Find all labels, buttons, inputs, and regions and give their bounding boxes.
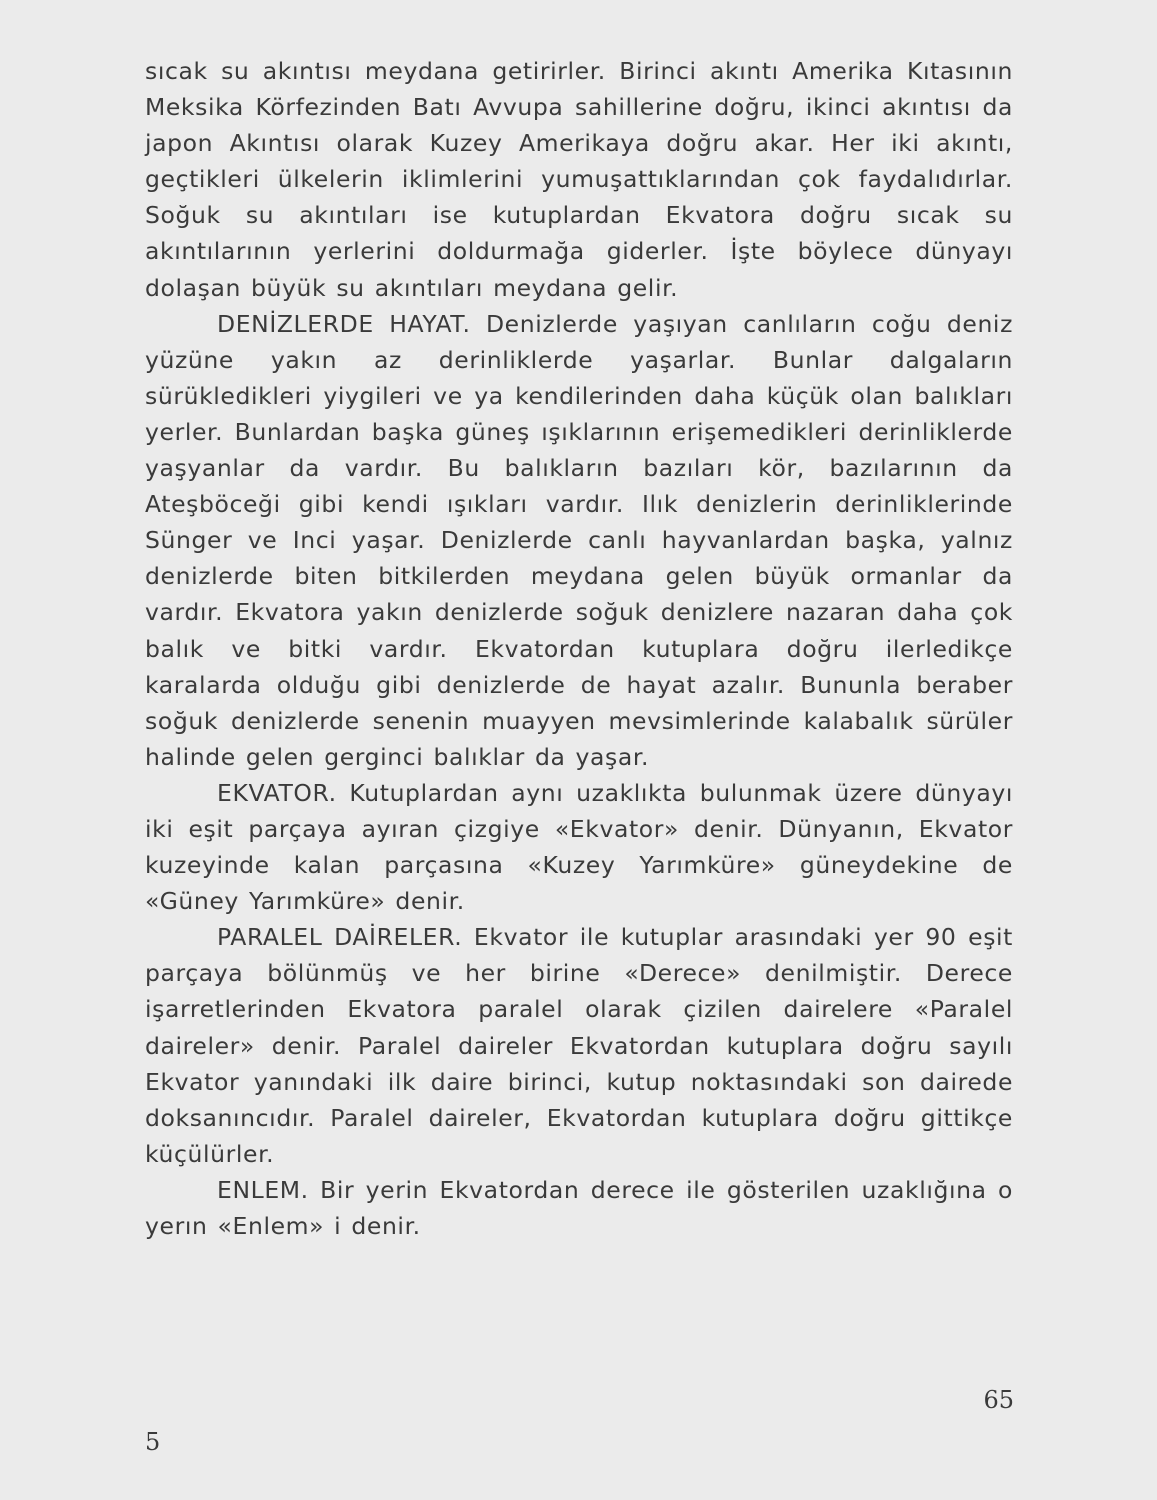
paragraph-life-in-seas: DENİZLERDE HAYAT. Denizlerde yaşıyan canlıların coğu deniz yüzüne yakın az derinliklerde yaşarlar. Bunlar dalgaların sürükledikleri yiygileri ve ya kendilerinden daha küçük olan balıkları yerler. Bunlardan başka güneş ışıklarının erişemedikleri derinliklerde yaşyanlar da vardır. Bu balıkların bazıları kör, bazılarının da Ateşböceği gibi kendi ışıkları vardır. Ilık denizlerin derinliklerinde Sünger ve Inci yaşar. Denizlerde canlı hayvanlardan başka, yalnız denizlerde biten bitkilerden meydana gelen büyük ormanlar da vardır. Ekvatora yakın denizlerde soğuk denizlere nazaran daha çok balık ve bitki vardır. Ekvatordan kutuplara doğru ilerledikçe karalarda olduğu gibi denizlerde de hayat azalır. Bununla beraber soğuk denizlerde senenin muayyen mevsimlerinde kalabalık sürüler halinde gelen gerginci balıklar da yaşar. bbox=[145, 309, 1013, 771]
paragraph-ocean-currents: sıcak su akıntısı meydana getirirler. Birinci akıntı Amerika Kıtasının Meksika Körfezinden Batı Avvupa sahillerine doğru, ikinci akıntısı da japon Akıntısı olarak Kuzey Amerikaya doğru akar. Her iki akıntı, geçtikleri ülkelerin iklimlerini yumuşattıklarından çok faydalıdırlar. Soğuk su akıntıları ise kutuplardan Ekvatora doğru sıcak su akıntılarının yerlerini doldurmağa giderler. İşte böylece dünyayı dolaşan büyük su akıntıları meydana gelir. bbox=[145, 57, 1013, 302]
page-number: 65 bbox=[983, 1386, 1014, 1414]
body-text bbox=[145, 53, 1013, 1244]
paragraph-latitude: ENLEM. Bir yerin Ekvatordan derece ile gösterilen uzaklığına o yerın «Enlem» i denir. bbox=[145, 1175, 1013, 1240]
paragraph-equator: EKVATOR. Kutuplardan aynı uzaklıkta bulunmak üzere dünyayı iki eşit parçaya ayıran çizgiye «Ekvator» denir. Dünyanın, Ekvator kuzeyinde kalan parçasına «Kuzey Yarımküre» güneydekine de «Güney Yarımküre» denir. bbox=[145, 778, 1013, 916]
signature-number: 5 bbox=[145, 1428, 161, 1456]
paragraph-parallel-circles: PARALEL DAİRELER. Ekvator ile kutuplar arasındaki yer 90 eşit parçaya bölünmüş ve her birine «Derece» denilmiştir. Derece işarretlerinden Ekvatora paralel olarak çizilen dairelere «Paralel daireler» denir. Paralel daireler Ekvatordan kutuplara doğru sayılı Ekvator yanındaki ilk daire birinci, kutup noktasındaki son dairede doksanıncıdır. Paralel daireler, Ekvatordan kutuplara doğru gittikçe küçülürler. bbox=[145, 923, 1013, 1168]
